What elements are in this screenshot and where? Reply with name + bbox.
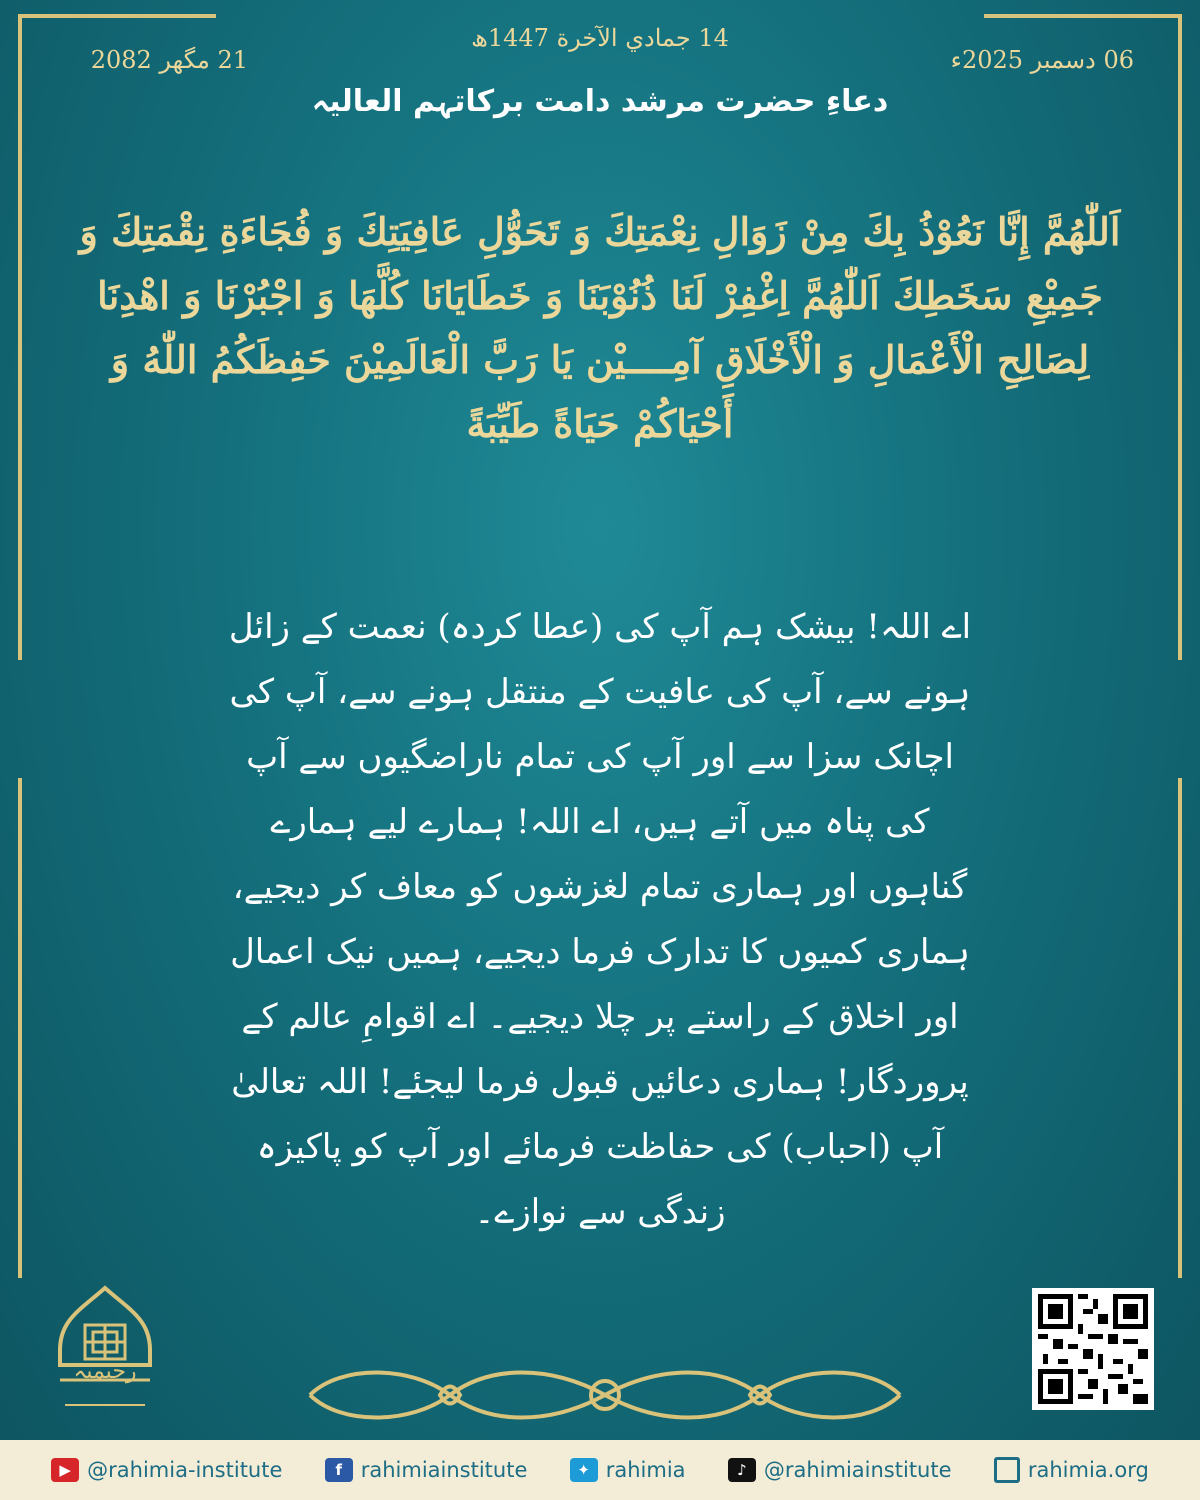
frame-top-right (984, 14, 1182, 18)
twitter-link[interactable] (570, 1458, 686, 1482)
social-footer (0, 1440, 1200, 1500)
urdu-translation: اے اللہ! بیشک ہم آپ کی (عطا کردہ) نعمت کے زائل ہونے سے، آپ کی عافیت کے منتقل ہونے سے، آپ کی اچانک سزا سے اور آپ کی تمام ناراضگیوں سے آپ کی پناہ میں آتے ہیں، اے اللہ! ہمارے لیے ہمارے گناہوں اور ہماری تمام لغزشوں کو معاف کر دیجیے، ہماری کمیوں کا تدارک فرما دیجیے، ہمیں نیک اعمال اور اخلاق کے راستے پر چلا دیجیے۔ اے اقوامِ عالم کے پروردگار! ہماری دعائیں قبول فرما لیجئے! اللہ تعالیٰ آپ (احباب) کی حفاظت فرمائے اور آپ کو پاکیزہ زندگی سے نوازے۔ (228, 607, 972, 1232)
frame-right-lower (1178, 778, 1182, 1278)
twitter-handle: rahimia (605, 1458, 686, 1482)
youtube-handle: @rahimia-institute (87, 1458, 283, 1482)
tiktok-link[interactable] (728, 1458, 952, 1482)
youtube-link[interactable] (51, 1458, 282, 1482)
logo-text: رحیمیہ (73, 1359, 137, 1384)
page-title: دعاءِ حضرت مرشد دامت برکاتہم العالیہ (311, 84, 889, 119)
decorative-ornament-icon (300, 1360, 910, 1430)
frame-left-lower (18, 778, 22, 1278)
gregorian-date: 06 دسمبر 2025ء (950, 46, 1134, 74)
rahimia-logo (40, 1280, 170, 1430)
arabic-dua: اَللّٰهُمَّ إِنَّا نَعُوْذُ بِكَ مِنْ زَوَالِ نِعْمَتِكَ وَ تَحَوُّلِ عَافِيَتِكَ وَ فُجَاءَةِ نِقْمَتِكَ وَ جَمِيْعِ سَخَطِكَ اَللّٰهُمَّ اِغْفِرْ لَنَا ذُنُوْبَنَا وَ خَطَايَانَا كُلَّهَا وَ اجْبُرْنَا وَ اهْدِنَا لِصَالِحِ الْأَعْمَالِ وَ الْأَخْلَاقِ آمِــــيْن يَا رَبَّ الْعَالَمِيْنَ حَفِظَكُمُ اللّٰهُ وَ أَحْيَاكُمْ حَيَاةً طَيِّبَةً (79, 209, 1121, 446)
tiktok-handle: @rahimiainstitute (763, 1458, 952, 1482)
qr-code[interactable] (1032, 1288, 1154, 1410)
logo-emblem-icon (40, 1280, 170, 1430)
frame-top-left (18, 14, 216, 18)
youtube-icon: ▶ (51, 1458, 79, 1482)
twitter-icon: ✦ (570, 1458, 598, 1482)
facebook-handle: rahimiainstitute (360, 1458, 528, 1482)
website-qr-icon (994, 1457, 1020, 1483)
tiktok-icon: ♪ (728, 1458, 756, 1482)
qr-code-icon (1038, 1294, 1148, 1404)
facebook-icon: f (325, 1458, 353, 1482)
website-link[interactable] (994, 1457, 1149, 1483)
bikrami-date: 21 مگھر 2082 (90, 46, 248, 74)
facebook-link[interactable] (325, 1458, 528, 1482)
website-url: rahimia.org (1027, 1458, 1149, 1482)
hijri-date: 14 جمادي الآخرة 1447ھ (471, 24, 729, 52)
